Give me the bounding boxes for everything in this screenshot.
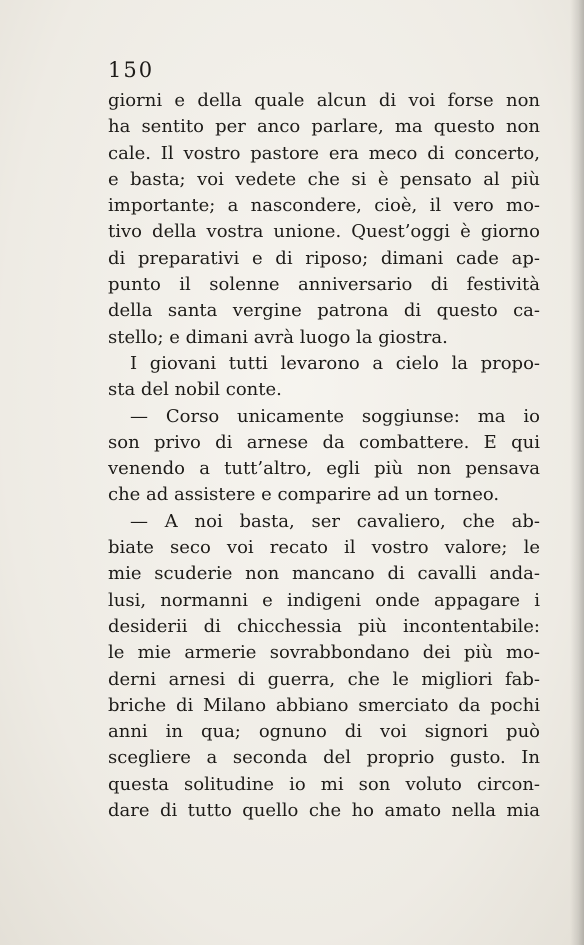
text-line: desiderii di chicchessia più incontentabile: xyxy=(108,615,540,637)
page-number: 150 xyxy=(108,58,155,82)
text-line: biate seco voi recato il vostro valore; le xyxy=(108,537,540,559)
text-line: ha sentito per anco parlare, ma questo non xyxy=(108,116,540,138)
text-line: punto il solenne anniversario di festività xyxy=(108,274,540,296)
text-line: cale. Il vostro pastore era meco di concerto, xyxy=(108,142,540,164)
text-line: di preparativi e di riposo; dimani cade ap- xyxy=(108,247,540,269)
text-line: lusi, normanni e indigeni onde appagare i xyxy=(108,589,540,611)
text-line: le mie armerie sovrabbondano dei più mo- xyxy=(108,642,540,664)
page-edge-shadow xyxy=(570,0,584,945)
text-line: della santa vergine patrona di questo ca- xyxy=(108,300,540,322)
text-line: importante; a nascondere, cioè, il vero mo- xyxy=(108,195,540,217)
text-line: — A noi basta, ser cavaliero, che ab- xyxy=(130,510,540,532)
text-line: questa solitudine io mi son voluto circon- xyxy=(108,773,540,795)
text-line: dare di tutto quello che ho amato nella mia xyxy=(108,800,540,822)
text-line: I giovani tutti levarono a cielo la propo- xyxy=(130,352,540,374)
text-line: anni in qua; ognuno di voi signori può xyxy=(108,721,540,743)
text-line: — Corso unicamente soggiunse: ma io xyxy=(130,405,540,427)
text-line: briche di Milano abbiano smerciato da pochi xyxy=(108,694,540,716)
text-line: son privo di arnese da combattere. E qui xyxy=(108,431,540,453)
text-line: tivo della vostra unione. Quest’oggi è giorno xyxy=(108,221,540,243)
text-line: che ad assistere e comparire ad un torneo. xyxy=(108,484,500,506)
body-text xyxy=(108,88,540,824)
text-line: stello; e dimani avrà luogo la giostra. xyxy=(108,326,448,348)
text-line: sta del nobil conte. xyxy=(108,379,282,401)
text-line: giorni e della quale alcun di voi forse non xyxy=(108,90,540,111)
text-line: derni arnesi di guerra, che le migliori fab- xyxy=(108,668,540,690)
text-line: e basta; voi vedete che si è pensato al più xyxy=(108,168,540,190)
text-line: venendo a tutt’altro, egli più non pensava xyxy=(108,458,540,480)
text-line: mie scuderie non mancano di cavalli anda- xyxy=(108,563,540,585)
text-line: scegliere a seconda del proprio gusto. In xyxy=(108,747,540,769)
